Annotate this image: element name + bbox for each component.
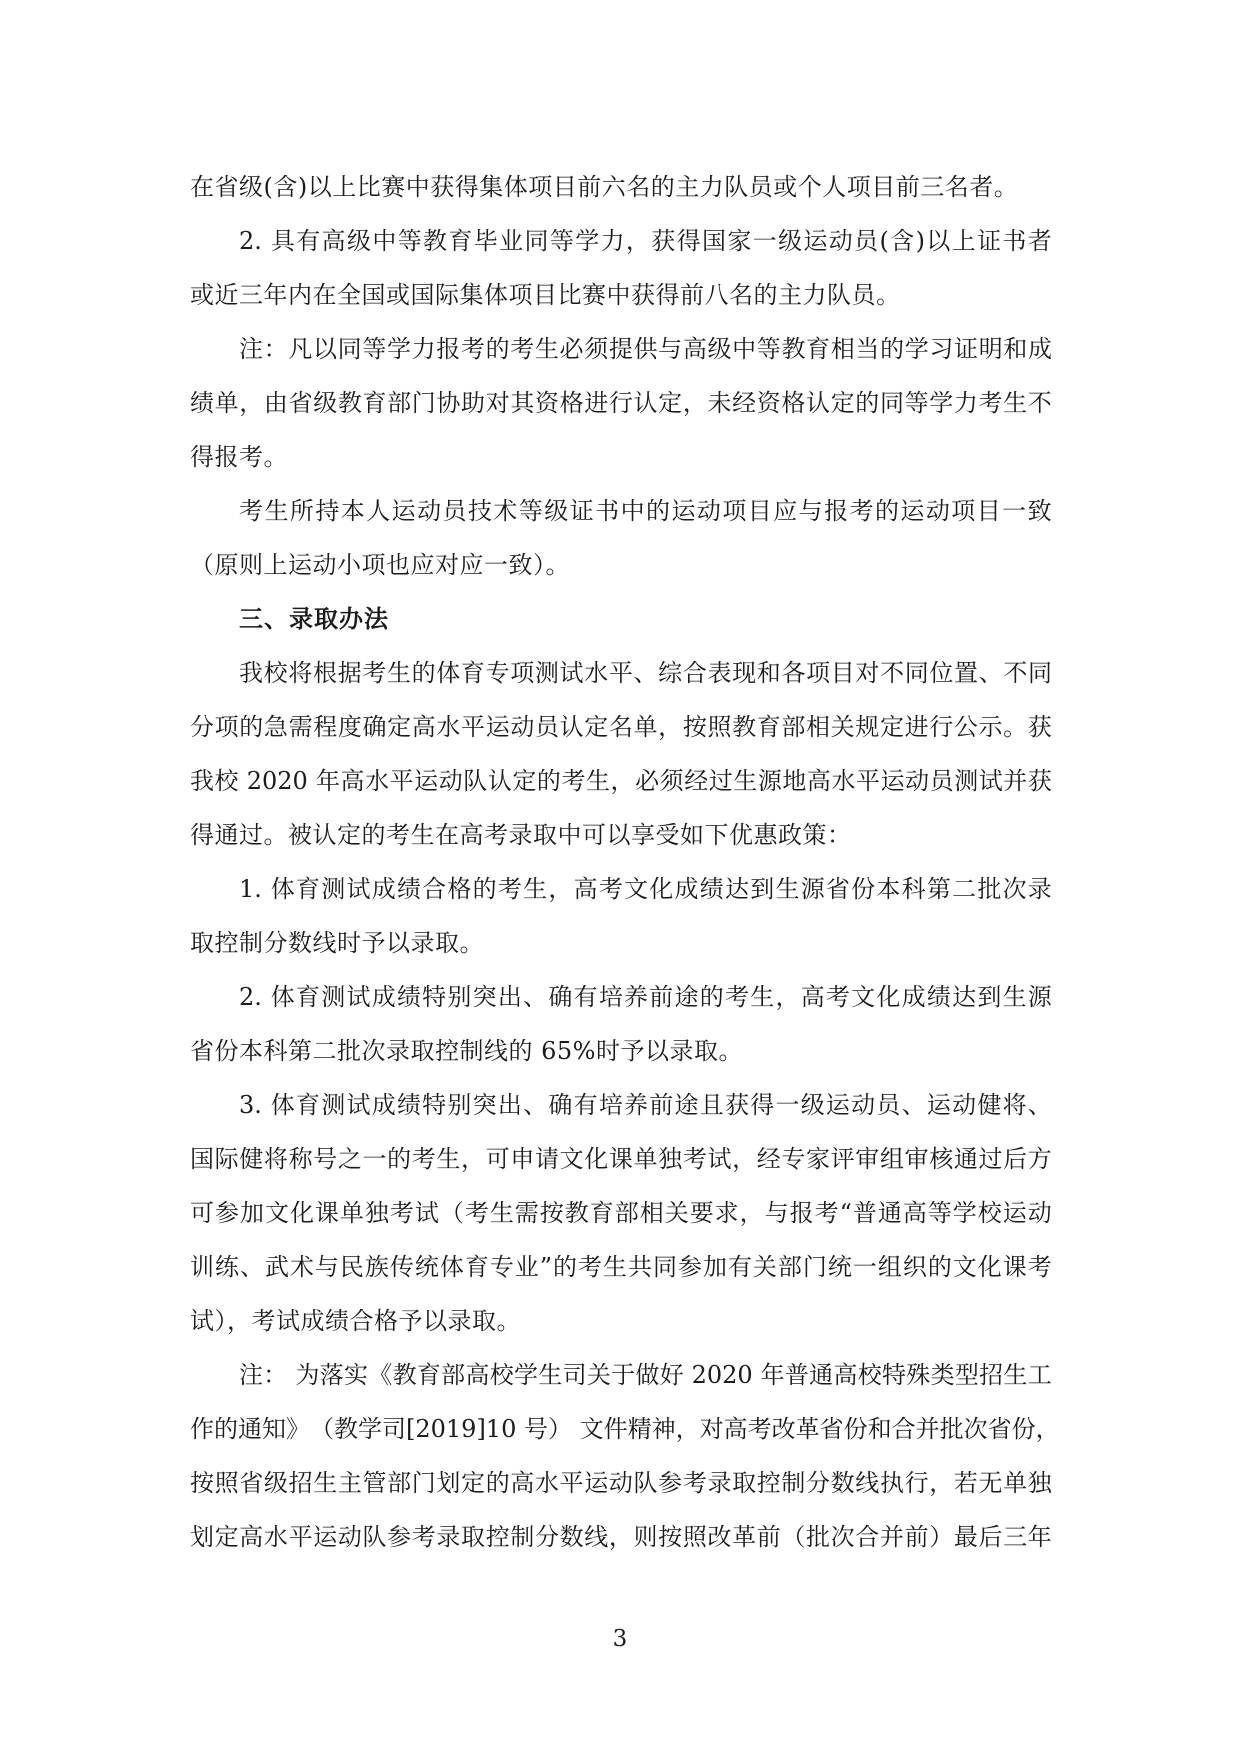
- text-line: 国 际 健 将 称 号 之 一 的 考 生 ， 可 申 请 文 化 课 单 独 考 试 ， 经 专 家 评 审 组 审 核 通 过 后 方: [190, 1145, 1052, 1173]
- text-line: 1. 体 育 测 试 成 绩 合 格 的 考 生 ， 高 考 文 化 成 绩 达 到 生 源 省 份 本 科 第 二 批 次 录: [239, 875, 1052, 903]
- text-line: 我 校 2020 年 高 水 平 运 动 队 认 定 的 考 生 ， 必 须 经 过 生 源 地 高 水 平 运 动 员 测 试 并 获: [190, 767, 1052, 795]
- section-heading: 三、录取办法: [239, 604, 389, 633]
- text-line: 分 项 的 急 需 程 度 确 定 高 水 平 运 动 员 认 定 名 单 ， 按 照 教 育 部 相 关 规 定 进 行 公 示 。 获: [190, 713, 1052, 741]
- text-line: 划 定 高 水 平 运 动 队 参 考 录 取 控 制 分 数 线 ， 则 按 照 改 革 前 （ 批 次 合 并 前 ） 最 后 三 年: [190, 1523, 1052, 1551]
- text-line: 2. 具 有 高 级 中 等 教 育 毕 业 同 等 学 力 ， 获 得 国 家 一 级 运 动 员 ( 含 ) 以 上 证 书 者: [239, 227, 1052, 255]
- text-line: 2. 体 育 测 试 成 绩 特 别 突 出 、 确 有 培 养 前 途 的 考 生 ， 高 考 文 化 成 绩 达 到 生 源: [239, 983, 1052, 1011]
- text-line: 考 生 所 持 本 人 运 动 员 技 术 等 级 证 书 中 的 运 动 项 目 应 与 报 考 的 运 动 项 目 一 致: [239, 497, 1052, 525]
- text-line: 在省级(含)以上比赛中获得集体项目前六名的主力队员或个人项目前三名者。: [190, 173, 1019, 201]
- text-line: 得通过。被认定的考生在高考录取中可以享受如下优惠政策：: [190, 821, 852, 849]
- text-line: 试），考试成绩合格予以录取。: [190, 1307, 521, 1335]
- text-line: 注 ： 凡 以 同 等 学 力 报 考 的 考 生 必 须 提 供 与 高 级 中 等 教 育 相 当 的 学 习 证 明 和 成: [239, 335, 1052, 363]
- text-line: （原则上运动小项也应对应一致）。: [190, 551, 570, 579]
- page-number: 3: [612, 1626, 628, 1652]
- text-line: 或近三年内在全国或国际集体项目比赛中获得前八名的主力队员。: [190, 281, 901, 309]
- page-footer: [0, 1612, 1240, 1666]
- text-line: 按 照 省 级 招 生 主 管 部 门 划 定 的 高 水 平 运 动 队 参 考 录 取 控 制 分 数 线 执 行 ， 若 无 单 独: [190, 1469, 1052, 1497]
- text-line: 我 校 将 根 据 考 生 的 体 育 专 项 测 试 水 平 、 综 合 表 现 和 各 项 目 对 不 同 位 置 、 不 同: [239, 659, 1052, 687]
- text-line: 省份本科第二批次录取控制线的 65%时予以录取。: [190, 1037, 743, 1065]
- text-line: 取控制分数线时予以录取。: [190, 929, 484, 957]
- text-line: 作 的 通 知 》 （ 教 学 司 [2019]10 号 ） 文 件 精 神 ， 对 高 考 改 革 省 份 和 合 并 批 次 省 份 ，: [190, 1415, 1060, 1443]
- text-line: 绩 单 ， 由 省 级 教 育 部 门 协 助 对 其 资 格 进 行 认 定 ， 未 经 资 格 认 定 的 同 等 学 力 考 生 不: [190, 389, 1052, 417]
- text-line: 注 ： 为 落 实 《 教 育 部 高 校 学 生 司 关 于 做 好 2020 年 普 通 高 校 特 殊 类 型 招 生 工: [239, 1361, 1052, 1389]
- page-body: [190, 160, 1060, 1564]
- text-line: 可 参 加 文 化 课 单 独 考 试 （ 考 生 需 按 教 育 部 相 关 要 求 ， 与 报 考 “ 普 通 高 等 学 校 运 动: [190, 1199, 1052, 1227]
- text-line: 3. 体 育 测 试 成 绩 特 别 突 出 、 确 有 培 养 前 途 且 获 得 一 级 运 动 员 、 运 动 健 将 、: [239, 1091, 1052, 1119]
- text-line: 得报考。: [190, 443, 288, 471]
- text-line: 训 练 、 武 术 与 民 族 传 统 体 育 专 业 ” 的 考 生 共 同 参 加 有 关 部 门 统 一 组 织 的 文 化 课 考: [190, 1253, 1052, 1281]
